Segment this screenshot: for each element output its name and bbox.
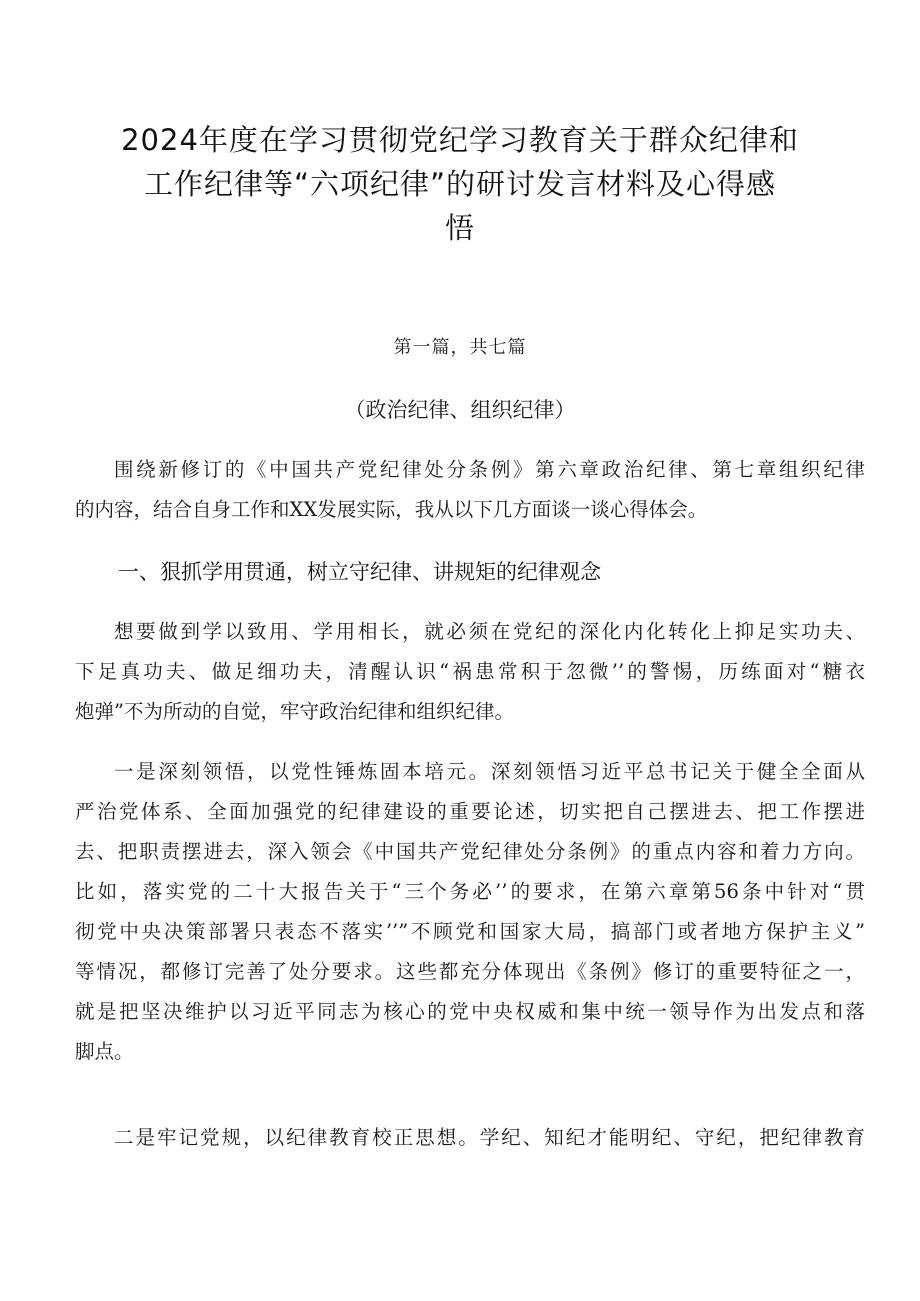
paragraph-line: 想要做到学以致用、学用相长，就必须在党纪的深化内化转化上抑足实功夫、 xyxy=(114,620,865,643)
paragraph-line: 去、把职责摆进去，深入领会《中国共产党纪律处分条例》的重点内容和着力方向。 xyxy=(75,840,865,863)
paragraph-line: 等情况，都修订完善了处分要求。这些都充分体现出《条例》修订的重要特征之一， xyxy=(75,960,865,983)
paragraph-line: 比如，落实党的二十大报告关于“三个务必’’的要求，在第六章第56条中针对“贯 xyxy=(75,880,865,903)
title-line: 2024年度在学习贯彻党纪学习教育关于群众纪律和 xyxy=(121,123,799,157)
title-line: 工作纪律等“六项纪律”的研讨发言材料及心得感 xyxy=(143,167,777,201)
paragraph-line: 炮弹”不为所动的自觉，牢守政治纪律和组织纪律。 xyxy=(75,700,514,723)
paragraph-line: 彻党中央决策部署只表态不落实’’”不顾党和国家大局，搞部门或者地方保护主义” xyxy=(75,920,865,943)
title-line: 悟 xyxy=(444,211,475,245)
paragraph-line: 脚点。 xyxy=(75,1040,134,1063)
document-title xyxy=(90,118,830,250)
paragraph-line: 一是深刻领悟，以党性锤炼固本培元。深刻领悟习近平总书记关于健全全面从 xyxy=(114,760,865,783)
intro-paragraph xyxy=(75,450,865,530)
section1-paragraph xyxy=(75,612,865,732)
point2-paragraph xyxy=(75,1118,865,1158)
paragraph-line: 围绕新修订的《中国共产党纪律处分条例》第六章政治纪律、第七章组织纪律 xyxy=(114,458,865,481)
part-label: 第一篇，共七篇 xyxy=(393,337,527,358)
paragraph-line: 的内容，结合自身工作和XX发展实际，我从以下几方面谈一谈心得体会。 xyxy=(75,498,708,521)
paragraph-line: 就是把坚决维护以习近平同志为核心的党中央权威和集中统一领导作为出发点和落 xyxy=(75,1000,865,1023)
paragraph-line: 下足真功夫、做足细功夫，清醒认识“祸患常积于忽微’’的警惕，历练面对“糖衣 xyxy=(75,660,865,683)
point1-paragraph xyxy=(75,752,865,1072)
paragraph-line: 严治党体系、全面加强党的纪律建设的重要论述，切实把自己摆进去、把工作摆进 xyxy=(75,800,865,823)
section-heading: 一、狠抓学用贯通，树立守纪律、讲规矩的纪律观念 xyxy=(118,560,601,584)
paragraph-line: 二是牢记党规，以纪律教育校正思想。学纪、知纪才能明纪、守纪，把纪律教育 xyxy=(114,1126,865,1149)
category-label: （政治纪律、组织纪律） xyxy=(344,398,576,422)
